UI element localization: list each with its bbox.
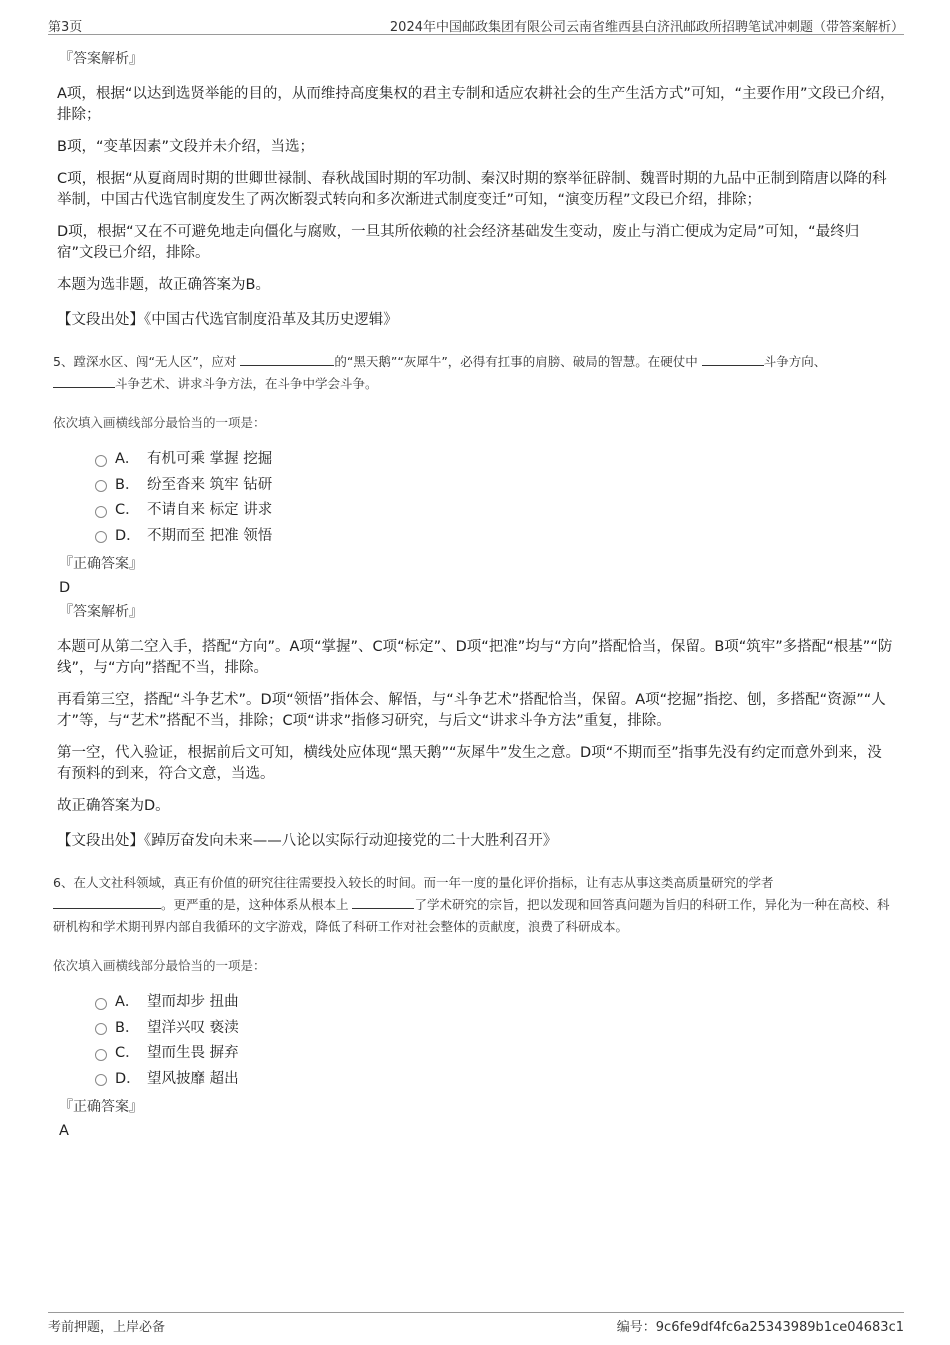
q6-instruction: 依次填入画横线部分最恰当的一项是：: [53, 958, 266, 973]
q5-option-d[interactable]: D． 不期而至 把准 领悟: [95, 522, 895, 548]
page-header: [48, 14, 904, 35]
answer-blank: [53, 894, 161, 909]
radio-icon[interactable]: [95, 506, 107, 518]
q6-option-d[interactable]: D． 望风披靡 超出: [95, 1065, 895, 1091]
q5-stem-part: 的“黑天鹅”“灰犀牛”，必得有扛事的肩膀、破局的智慧。在硬仗中: [334, 354, 702, 369]
q4-analysis-paragraph: B项，“变革因素”文段并未介绍，当选；: [57, 139, 314, 155]
q6-stem-part: 。更严重的是，这种体系从根本上: [161, 897, 353, 912]
q6-correct-answer: A: [59, 1123, 69, 1139]
radio-icon[interactable]: [95, 998, 107, 1010]
document-title: 2024年中国邮政集团有限公司云南省维西县白济汛邮政所招聘笔试冲刺题（带答案解析）: [389, 20, 904, 35]
page-number: 第3页: [48, 20, 83, 35]
q4-conclusion: 本题为选非题，故正确答案为B。: [57, 277, 270, 293]
q5-stem-part: 斗争方向、: [763, 354, 827, 369]
code-value: 9c6fe9df4fc6a25343989b1ce04683c1: [655, 1320, 904, 1335]
footer-slogan: 考前押题，上岸必备: [48, 1320, 166, 1335]
q5-instruction: 依次填入画横线部分最恰当的一项是：: [53, 415, 266, 430]
q5-analysis-label: 『答案解析』: [59, 604, 143, 620]
answer-blank: [240, 351, 334, 366]
q6-option-c[interactable]: C． 望而生畏 摒弃: [95, 1039, 895, 1065]
document-body: [53, 44, 895, 1140]
answer-blank: [53, 373, 115, 388]
q5-analysis-paragraph: 本题可从第二空入手，搭配“方向”。A项“掌握”、C项“标定”、D项“把准”均与“方向”搭配恰当，保留。B项“筑牢”多搭配“根基”“防线”，与“方向”搭配不当，排除。: [57, 639, 893, 676]
radio-icon[interactable]: [95, 1023, 107, 1035]
q4-source: 【文段出处】《中国古代选官制度沿革及其历史逻辑》: [57, 312, 398, 328]
q5-stem: [53, 351, 895, 395]
q6-stem-part: 6、在人文社科领域，真正有价值的研究往往需要投入较长的时间。而一年一度的量化评价指标，让有志从事这类高质量研究的学者: [53, 875, 774, 890]
answer-blank: [352, 894, 414, 909]
q4-analysis-label: 『答案解析』: [59, 51, 143, 67]
radio-icon[interactable]: [95, 1074, 107, 1086]
radio-icon[interactable]: [95, 455, 107, 467]
q4-analysis-paragraph: C项，根据“从夏商周时期的世卿世禄制、春秋战国时期的军功制、秦汉时期的察举征辟制、魏晋时期的九品中正制到隋唐以降的科举制，中国古代选官制度发生了两次断裂式转向和多次渐进式制度变迁”可知，“演变历程”文段已介绍，排除；: [57, 171, 887, 208]
q6-option-a[interactable]: A． 望而却步 扭曲: [95, 988, 895, 1014]
q5-options: [95, 445, 895, 547]
q5-conclusion: 故正确答案为D。: [57, 798, 170, 814]
q6-stem: [53, 872, 895, 938]
q5-correct-answer: D: [59, 580, 71, 596]
radio-icon[interactable]: [95, 1049, 107, 1061]
radio-icon[interactable]: [95, 531, 107, 543]
q6-options: [95, 988, 895, 1090]
q4-analysis-paragraph: A项，根据“以达到选贤举能的目的，从而维持高度集权的君主专制和适应农耕社会的生产生活方式”可知，“主要作用”文段已介绍，排除；: [57, 86, 895, 123]
q5-stem-part: 斗争艺术、讲求斗争方法，在斗争中学会斗争。: [115, 376, 378, 391]
document-code: [617, 1316, 904, 1335]
q5-source: 【文段出处】《踔厉奋发向未来——八论以实际行动迎接党的二十大胜利召开》: [57, 833, 558, 849]
radio-icon[interactable]: [95, 480, 107, 492]
q5-option-c[interactable]: C． 不请自来 标定 讲求: [95, 496, 895, 522]
page-footer: [48, 1312, 904, 1337]
q6-option-b[interactable]: B． 望洋兴叹 亵渎: [95, 1014, 895, 1040]
q5-analysis-paragraph: 再看第三空，搭配“斗争艺术”。D项“领悟”指体会、解悟，与“斗争艺术”搭配恰当，保留。A项“挖掘”指挖、刨，多搭配“资源”“人才”等，与“艺术”搭配不当，排除；C项“讲求”指修习研究，与后文“讲求斗争方法”重复，排除。: [57, 692, 886, 729]
code-label: 编号：: [616, 1320, 656, 1335]
q5-option-a[interactable]: A． 有机可乘 掌握 挖掘: [95, 445, 895, 471]
q6-stem-part: 了学术研究的宗旨，把以发现和回答真问题为旨归的科研工作，异化为一种在高校、科研机构和学术期刊界内部自我循环的文字游戏，降低了科研工作对社会整体的贡献度，浪费了科研成本。: [53, 897, 890, 934]
q6-correct-label: 『正确答案』: [59, 1099, 143, 1115]
q5-option-b[interactable]: B． 纷至沓来 筑牢 钻研: [95, 471, 895, 497]
answer-blank: [702, 351, 764, 366]
q5-stem-part: 5、蹚深水区、闯“无人区”，应对: [53, 354, 241, 369]
q4-analysis-paragraph: D项，根据“又在不可避免地走向僵化与腐败，一旦其所依赖的社会经济基础发生变动，废止与消亡便成为定局”可知，“最终归宿”文段已介绍，排除。: [57, 224, 860, 261]
q5-analysis-paragraph: 第一空，代入验证，根据前后文可知，横线处应体现“黑天鹅”“灰犀牛”发生之意。D项“不期而至”指事先没有约定而意外到来，没有预料的到来，符合文意，当选。: [57, 745, 882, 782]
q5-correct-label: 『正确答案』: [59, 556, 143, 572]
